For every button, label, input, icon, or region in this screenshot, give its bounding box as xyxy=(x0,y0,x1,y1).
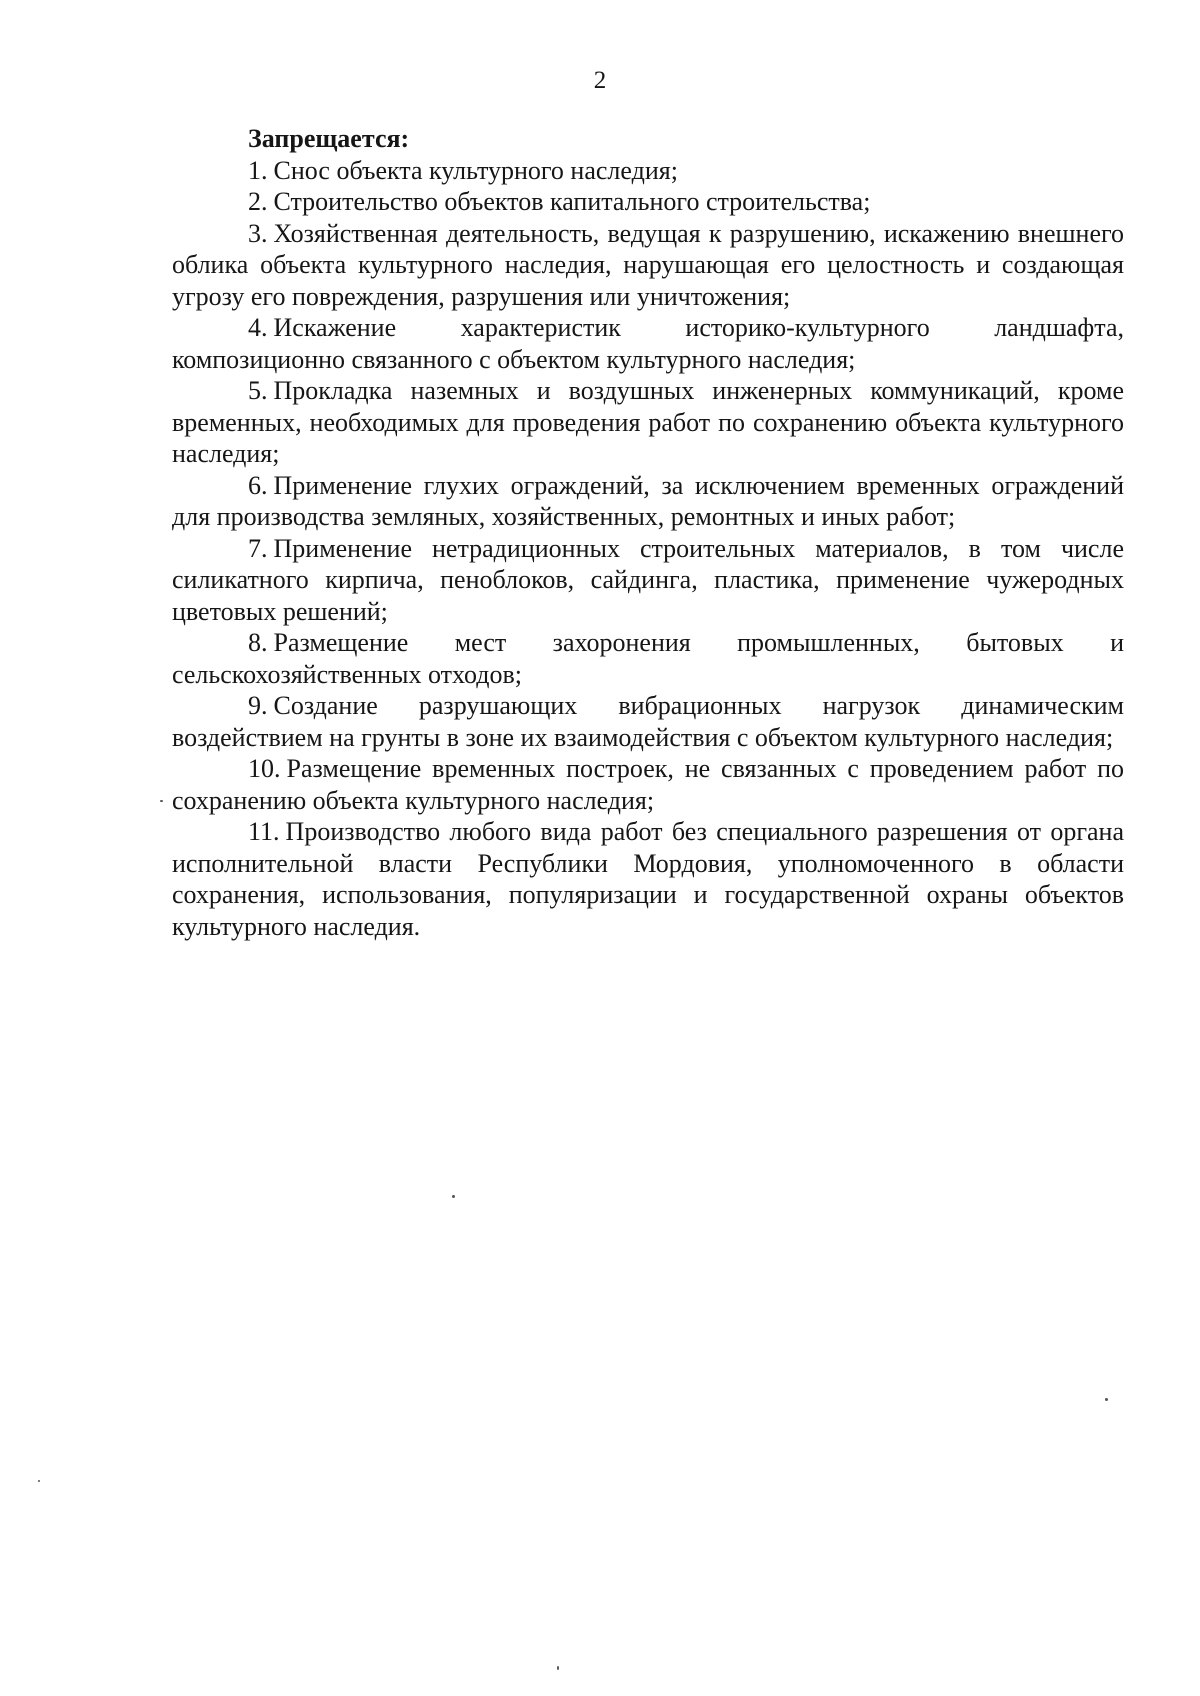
list-item xyxy=(172,312,1124,375)
item-text: Применение глухих ограждений, за исключением временных ограждений для производства земляных, хозяйственных, ремонтных и иных работ; xyxy=(172,470,1124,531)
document-body xyxy=(172,123,1124,942)
item-number: 9. xyxy=(248,691,268,720)
item-text: Искажение характеристик историко-культурного ландшафта, композиционно связанного с объектом культурного наследия; xyxy=(172,313,1124,374)
item-text: Создание разрушающих вибрационных нагрузок динамическим воздействием на грунты в зоне их взаимодействия с объектом культурного наследия; xyxy=(172,691,1124,752)
item-number: 7. xyxy=(248,533,268,563)
item-number: 4. xyxy=(248,313,268,342)
scan-speck xyxy=(452,1195,455,1198)
item-text: Размещение мест захоронения промышленных, бытовых и сельскохозяйственных отходов; xyxy=(172,628,1124,689)
item-text: Применение нетрадиционных строительных материалов, в том числе силикатного кирпича, пеноблоков, сайдинга, пластика, применение чужеродных цветовых решений; xyxy=(172,533,1124,626)
item-number: 8. xyxy=(248,628,268,657)
item-number: 10. xyxy=(248,754,281,783)
list-item xyxy=(172,753,1124,816)
list-item xyxy=(172,816,1124,942)
item-number: 5. xyxy=(248,376,268,405)
list-item xyxy=(172,186,1124,218)
scan-speck xyxy=(557,1666,559,1670)
item-text: Хозяйственная деятельность, ведущая к разрушению, искажению внешнего облика объекта культурного наследия, нарушающая его целостность и создающая угрозу его повреждения, разрушения или уничтожения; xyxy=(172,218,1124,311)
item-number: 2. xyxy=(248,187,268,216)
page-number: 2 xyxy=(593,67,607,94)
list-item xyxy=(172,218,1124,313)
item-text: Снос объекта культурного наследия; xyxy=(273,155,678,185)
list-item xyxy=(172,690,1124,753)
list-item xyxy=(172,470,1124,533)
item-number: 6. xyxy=(248,470,268,500)
list-item xyxy=(172,627,1124,690)
list-item xyxy=(172,375,1124,470)
item-number: 1. xyxy=(248,155,268,185)
prohibitions-list xyxy=(172,155,1124,943)
list-item xyxy=(172,533,1124,628)
item-number: 11. xyxy=(248,817,280,846)
scan-speck xyxy=(38,1480,40,1482)
scan-speck xyxy=(160,800,163,802)
item-text: Производство любого вида работ без специального разрешения от органа исполнительной власти Республики Мордовия, уполномоченного в области сохранения, использования, популяризации и государственной охраны объектов культурного наследия. xyxy=(172,817,1124,941)
list-item xyxy=(172,155,1124,187)
scan-speck xyxy=(1105,1398,1108,1401)
item-text: Прокладка наземных и воздушных инженерных коммуникаций, кроме временных, необходимых для проведения работ по сохранению объекта культурного наследия; xyxy=(172,376,1124,468)
item-text: Строительство объектов капитального строительства; xyxy=(273,187,871,216)
item-number: 3. xyxy=(248,218,268,248)
item-text: Размещение временных построек, не связанных с проведением работ по сохранению объекта культурного наследия; xyxy=(172,754,1124,815)
section-heading: Запрещается: xyxy=(248,124,410,153)
